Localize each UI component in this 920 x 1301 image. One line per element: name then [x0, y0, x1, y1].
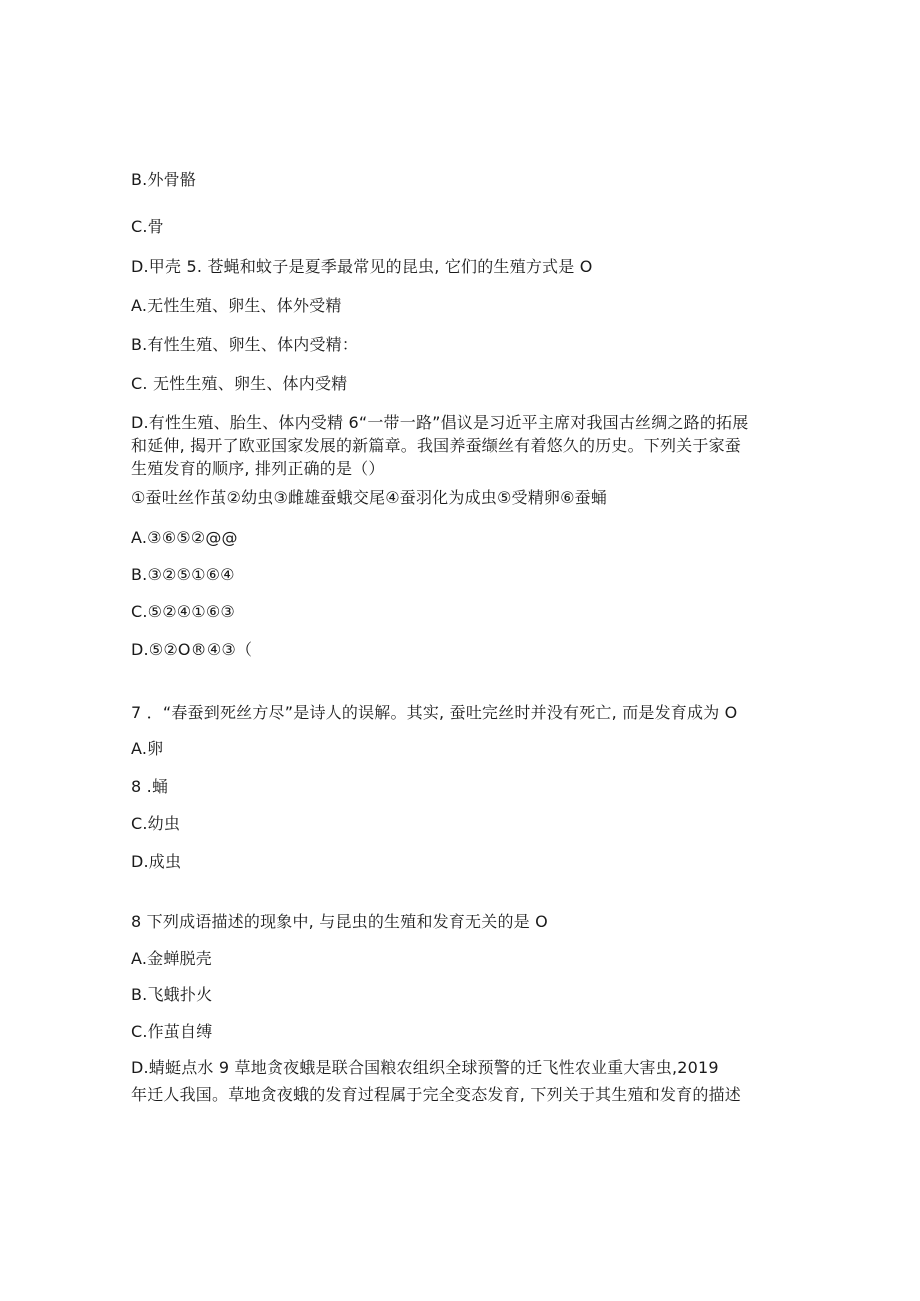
q7-option-b: 8 .蛹: [131, 777, 169, 796]
q8-option-a: A.金蝉脱壳: [131, 949, 212, 968]
q4-option-d-q5-stem: D.甲壳 5. 苍蝇和蚊子是夏季最常见的昆虫, 它们的生殖方式是 O: [131, 257, 593, 276]
q6-sequence-items: ①蚕吐丝作茧②幼虫③雌雄蚕蛾交尾④蚕羽化为成虫⑤受精卵⑥蚕蛹: [131, 488, 608, 507]
q7-option-a: A.卵: [131, 739, 164, 758]
q5-option-d-q6-stem: D.有性生殖、胎生、体内受精 6“一带一路”倡议是习近平主席对我国古丝绸之路的拓展: [131, 413, 749, 432]
q5-option-a: A.无性生殖、卵生、体外受精: [131, 296, 342, 315]
q4-option-b: B.外骨骼: [131, 170, 197, 189]
q6-option-b: B.③②⑤①⑥④: [131, 565, 235, 584]
q5-option-c: C. 无性生殖、卵生、体内受精: [131, 374, 348, 393]
q8-option-c: C.作茧自缚: [131, 1022, 213, 1041]
q6-stem-cont-1: 和延伸, 揭开了欧亚国家发展的新篇章。我国养蚕缬丝有着悠久的历史。下列关于家蚕: [131, 436, 741, 455]
q6-option-d: D.⑤②O®④③（: [131, 640, 253, 659]
q4-option-c: C.骨: [131, 217, 164, 236]
q7-option-c: C.幼虫: [131, 814, 181, 833]
q8-option-d-q9-stem: D.蜻蜓点水 9 草地贪夜蛾是联合国粮农组织全球预警的迁飞性农业重大害虫,2019: [131, 1058, 719, 1077]
q8-stem: 8 下列成语描述的现象中, 与昆虫的生殖和发育无关的是 O: [131, 912, 548, 931]
q9-stem-cont: 年迁人我国。草地贪夜蛾的发育过程属于完全变态发育, 下列关于其生殖和发育的描述: [131, 1085, 741, 1104]
q6-option-a: A.③⑥⑤②@@: [131, 528, 238, 547]
q8-option-b: B.飞蛾扑火: [131, 985, 213, 1004]
q6-stem-cont-2: 生殖发育的顺序, 排列正确的是（）: [131, 459, 385, 478]
q7-option-d: D.成虫: [131, 852, 182, 871]
q7-stem: 7 ．“春蚕到死丝方尽”是诗人的误解。其实, 蚕吐完丝时并没有死亡, 而是发育成为 O: [131, 703, 738, 722]
q6-option-c: C.⑤②④①⑥③: [131, 602, 235, 621]
q5-option-b: B.有性生殖、卵生、体内受精：: [131, 335, 359, 354]
